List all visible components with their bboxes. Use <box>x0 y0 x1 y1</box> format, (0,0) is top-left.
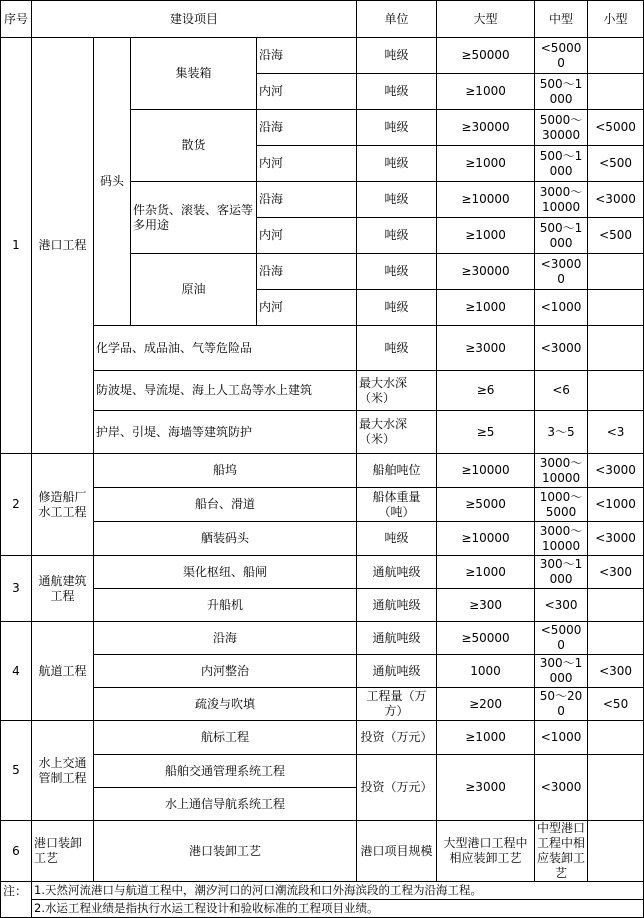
section-1-name: 港口工程 <box>32 38 94 454</box>
crude-sea-small <box>588 254 644 290</box>
table-row <box>1 371 644 411</box>
wharf-label: 码头 <box>94 38 131 326</box>
crude-sea-label: 沿海 <box>257 254 357 290</box>
dredge-small: <50 <box>588 688 644 721</box>
bulk-river-label: 内河 <box>257 146 357 182</box>
unit-cell: 吨级 <box>357 74 437 110</box>
container-river-label: 内河 <box>257 74 357 110</box>
channel-sea-small <box>588 622 644 655</box>
chemical-medium: <3000 <box>535 326 588 371</box>
container-river-small <box>588 74 644 110</box>
vts-large: ≥3000 <box>437 755 535 821</box>
unit-cell: 吨级 <box>357 254 437 290</box>
unit-cell: 工程量（万方） <box>357 688 437 721</box>
breakwater-large: ≥6 <box>437 371 535 411</box>
unit-cell: 最大水深（米） <box>357 371 437 411</box>
hub-label: 渠化枢纽、船闸 <box>94 556 357 589</box>
header-small: 小型 <box>588 1 644 38</box>
section-2-no: 2 <box>1 454 32 556</box>
container-label: 集装箱 <box>131 38 257 110</box>
handling-large: 大型港口工程中相应装卸工艺 <box>437 821 535 882</box>
unit-cell: 通航吨级 <box>357 556 437 589</box>
unit-cell: 通航吨级 <box>357 655 437 688</box>
fitting-small: <3000 <box>588 522 644 556</box>
handling-medium: 中型港口工程中相应装卸工艺 <box>535 821 588 882</box>
general-sea-medium: 3000～10000 <box>535 182 588 218</box>
chemical-small <box>588 326 644 371</box>
section-5-name: 水上交通管制工程 <box>32 721 94 821</box>
crude-river-large: ≥1000 <box>437 290 535 326</box>
section-6-no: 6 <box>1 821 32 882</box>
note-row <box>1 900 644 918</box>
general-cargo-label: 件杂货、滚装、客运等多用途 <box>131 182 257 254</box>
dock-large: ≥10000 <box>437 454 535 488</box>
unit-cell: 吨级 <box>357 146 437 182</box>
unit-cell: 吨级 <box>357 182 437 218</box>
channel-sea-label: 沿海 <box>94 622 357 655</box>
unit-cell: 吨级 <box>357 290 437 326</box>
unit-cell: 吨级 <box>357 522 437 556</box>
bulk-river-medium: 500～1000 <box>535 146 588 182</box>
table-row <box>1 622 644 655</box>
general-river-medium: 500～1000 <box>535 218 588 254</box>
general-sea-small: <3000 <box>588 182 644 218</box>
table-row <box>1 821 644 882</box>
container-sea-label: 沿海 <box>257 38 357 74</box>
handling-small <box>588 821 644 882</box>
section-6-name: 港口装卸工艺 <box>32 821 94 882</box>
crude-river-label: 内河 <box>257 290 357 326</box>
bulk-river-large: ≥1000 <box>437 146 535 182</box>
bulk-sea-label: 沿海 <box>257 110 357 146</box>
note-row <box>1 882 644 900</box>
chemical-label: 化学品、成品油、气等危险品 <box>94 326 357 371</box>
table-row <box>1 488 644 522</box>
dredge-medium: 50～200 <box>535 688 588 721</box>
general-river-small: <500 <box>588 218 644 254</box>
bulk-label: 散货 <box>131 110 257 182</box>
table-row <box>1 721 644 755</box>
slipway-medium: 1000～5000 <box>535 488 588 522</box>
dock-small: <3000 <box>588 454 644 488</box>
lift-large: ≥300 <box>437 589 535 622</box>
header-row <box>1 1 644 38</box>
beacon-label: 航标工程 <box>94 721 357 755</box>
table-row <box>1 655 644 688</box>
chemical-large: ≥3000 <box>437 326 535 371</box>
crude-oil-label: 原油 <box>131 254 257 326</box>
container-sea-large: ≥50000 <box>437 38 535 74</box>
fitting-large: ≥10000 <box>437 522 535 556</box>
hub-large: ≥1000 <box>437 556 535 589</box>
slipway-label: 船台、滑道 <box>94 488 357 522</box>
beacon-medium: <1000 <box>535 721 588 755</box>
fitting-medium: 3000～10000 <box>535 522 588 556</box>
breakwater-medium: <6 <box>535 371 588 411</box>
unit-cell: 吨级 <box>357 110 437 146</box>
section-2-name: 修造船厂水工工程 <box>32 454 94 556</box>
breakwater-small <box>588 371 644 411</box>
general-sea-label: 沿海 <box>257 182 357 218</box>
handling-label: 港口装卸工艺 <box>94 821 357 882</box>
breakwater-label: 防波堤、导流堤、海上人工岛等水上建筑 <box>94 371 357 411</box>
dredge-label: 疏浚与吹填 <box>94 688 357 721</box>
section-3-no: 3 <box>1 556 32 622</box>
vts-medium: <3000 <box>535 755 588 821</box>
bulk-sea-large: ≥30000 <box>437 110 535 146</box>
table-row <box>1 454 644 488</box>
unit-cell: 通航吨级 <box>357 622 437 655</box>
general-sea-large: ≥10000 <box>437 182 535 218</box>
table-row <box>1 589 644 622</box>
note-1: 1.天然河流港口与航道工程中，潮汐河口的河口潮流段和口外海滨段的工程为沿海工程。 <box>32 882 644 900</box>
revetment-label: 护岸、引堤、海墙等建筑防护 <box>94 411 357 454</box>
slipway-large: ≥5000 <box>437 488 535 522</box>
container-sea-small <box>588 38 644 74</box>
vts-label: 船舶交通管理系统工程 <box>94 755 357 788</box>
bulk-river-small: <500 <box>588 146 644 182</box>
note-label: 注： <box>1 882 32 918</box>
unit-cell: 最大水深（米） <box>357 411 437 454</box>
section-3-name: 通航建筑工程 <box>32 556 94 622</box>
header-no: 序号 <box>1 1 32 38</box>
container-river-large: ≥1000 <box>437 74 535 110</box>
hub-medium: 300～1000 <box>535 556 588 589</box>
header-unit: 单位 <box>357 1 437 38</box>
table-row <box>1 38 644 74</box>
channel-river-large: 1000 <box>437 655 535 688</box>
unit-cell: 船舶吨位 <box>357 454 437 488</box>
lift-medium: <300 <box>535 589 588 622</box>
beacon-small <box>588 721 644 755</box>
unit-cell: 港口项目规模 <box>357 821 437 882</box>
channel-river-small: <300 <box>588 655 644 688</box>
revetment-medium: 3～5 <box>535 411 588 454</box>
crude-sea-medium: <30000 <box>535 254 588 290</box>
header-large: 大型 <box>437 1 535 38</box>
table-row <box>1 556 644 589</box>
vts-small <box>588 755 644 821</box>
table-row <box>1 522 644 556</box>
table-row <box>1 326 644 371</box>
crude-sea-large: ≥30000 <box>437 254 535 290</box>
unit-cell: 吨级 <box>357 326 437 371</box>
dredge-large: ≥200 <box>437 688 535 721</box>
section-1-no: 1 <box>1 38 32 454</box>
unit-cell: 船体重量（吨） <box>357 488 437 522</box>
dock-label: 船坞 <box>94 454 357 488</box>
general-river-label: 内河 <box>257 218 357 254</box>
table-row <box>1 755 644 788</box>
unit-cell: 吨级 <box>357 218 437 254</box>
revetment-small: <3 <box>588 411 644 454</box>
beacon-large: ≥1000 <box>437 721 535 755</box>
hub-small: <300 <box>588 556 644 589</box>
crude-river-small <box>588 290 644 326</box>
ship-lift-label: 升船机 <box>94 589 357 622</box>
table-row <box>1 411 644 454</box>
bulk-sea-small: <5000 <box>588 110 644 146</box>
note-2: 2.水运工程业绩是指执行水运工程设计和验收标准的工程项目业绩。 <box>32 900 644 918</box>
unit-cell: 投资（万元） <box>357 721 437 755</box>
header-medium: 中型 <box>535 1 588 38</box>
section-5-no: 5 <box>1 721 32 821</box>
table-row <box>1 688 644 721</box>
comm-label: 水上通信导航系统工程 <box>94 788 357 821</box>
container-sea-medium: <50000 <box>535 38 588 74</box>
dock-medium: 3000～10000 <box>535 454 588 488</box>
channel-sea-medium: <50000 <box>535 622 588 655</box>
revetment-large: ≥5 <box>437 411 535 454</box>
unit-cell: 通航吨级 <box>357 589 437 622</box>
channel-river-label: 内河整治 <box>94 655 357 688</box>
channel-sea-large: ≥50000 <box>437 622 535 655</box>
unit-cell: 吨级 <box>357 38 437 74</box>
section-4-name: 航道工程 <box>32 622 94 721</box>
crude-river-medium: <1000 <box>535 290 588 326</box>
bulk-sea-medium: 5000～30000 <box>535 110 588 146</box>
container-river-medium: 500～1000 <box>535 74 588 110</box>
unit-cell: 投资（万元） <box>357 755 437 821</box>
general-river-large: ≥1000 <box>437 218 535 254</box>
fitting-label: 舾装码头 <box>94 522 357 556</box>
slipway-small: <1000 <box>588 488 644 522</box>
channel-river-medium: 300～1000 <box>535 655 588 688</box>
lift-small <box>588 589 644 622</box>
header-project: 建设项目 <box>32 1 357 38</box>
section-4-no: 4 <box>1 622 32 721</box>
